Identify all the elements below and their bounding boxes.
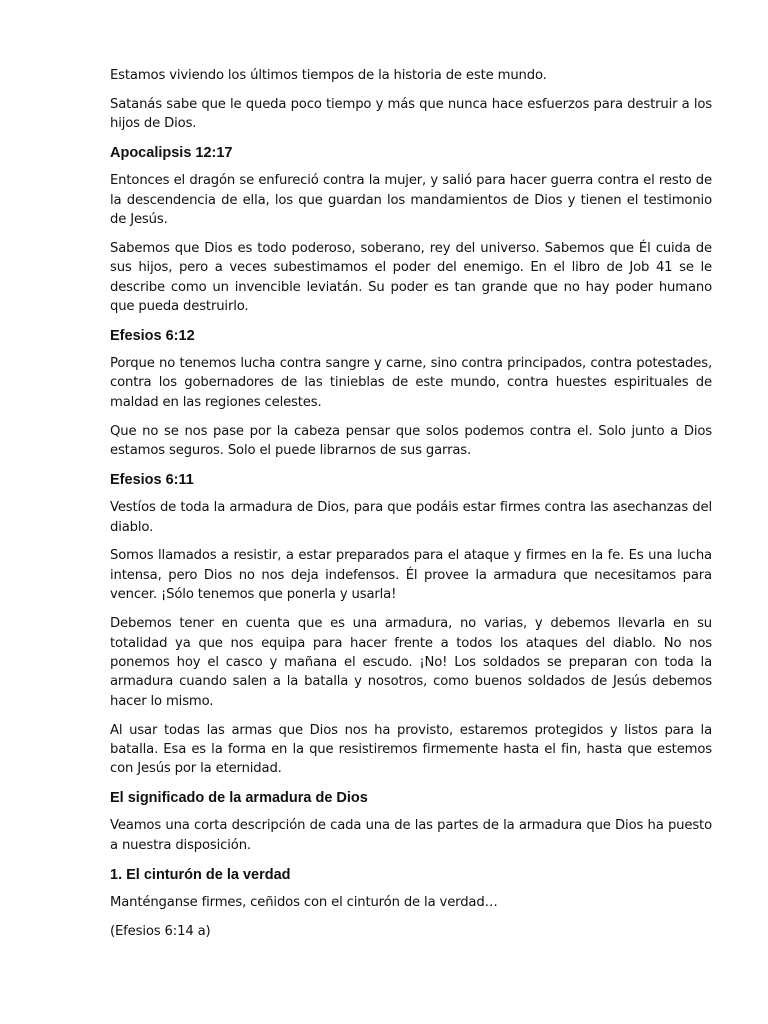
- section-heading: Efesios 6:11: [110, 472, 194, 489]
- paragraph: Porque no tenemos lucha contra sangre y carne, sino contra principados, contra potestades, contra los gobernadores de las tinieblas de este mundo, contra huestes espirituales de maldad en las regiones celestes.: [110, 356, 712, 410]
- section-heading: Efesios 6:12: [110, 328, 195, 345]
- section-heading: Apocalipsis 12:17: [110, 145, 233, 162]
- section-heading: 1. El cinturón de la verdad: [110, 866, 291, 883]
- paragraph: Que no se nos pase por la cabeza pensar que solos podemos contra el. Solo junto a Dios estamos seguros. Solo el puede librarnos de sus garras.: [110, 423, 712, 459]
- paragraph: Debemos tener en cuenta que es una armadura, no varias, y debemos llevarla en su totalidad ya que nos equipa para hacer frente a todos los ataques del diablo. No nos ponemos hoy el casco y mañana el escudo. ¡No! Los soldados se preparan con toda la armadura cuando salen a la batalla y nosotros, como buenos soldados de Jesús debemos hacer lo mismo.: [110, 616, 712, 709]
- paragraph: Veamos una corta descripción de cada una de las partes de la armadura que Dios ha puesto a nuestra disposición.: [110, 818, 712, 853]
- paragraph: Satanás sabe que le queda poco tiempo y más que nunca hace esfuerzos para destruir a los hijos de Dios.: [110, 96, 712, 132]
- paragraph: Manténganse firmes, ceñidos con el cinturón de la verdad…: [110, 894, 498, 910]
- paragraph: Sabemos que Dios es todo poderoso, soberano, rey del universo. Sabemos que Él cuida de sus hijos, pero a veces subestimamos el poder del enemigo. En el libro de Job 41 se le describe como un invencible leviatán. Su poder es tan grande que no hay poder humano que pueda destruirlo.: [110, 240, 712, 315]
- paragraph: Al usar todas las armas que Dios nos ha provisto, estaremos protegidos y listos para la batalla. Esa es la forma en la que resistiremos firmemente hasta el fin, hasta que estemos con Jesús por la eternidad.: [110, 722, 712, 777]
- section-heading: El significado de la armadura de Dios: [110, 790, 368, 807]
- paragraph: Estamos viviendo los últimos tiempos de la historia de este mundo.: [110, 68, 547, 83]
- paragraph: Vestíos de toda la armadura de Dios, para que podáis estar firmes contra las asechanzas del diablo.: [110, 500, 712, 535]
- citation: (Efesios 6:14 a): [110, 923, 211, 939]
- paragraph: Somos llamados a resistir, a estar preparados para el ataque y firmes en la fe. Es una lucha intensa, pero Dios no nos deja indefensos. Él provee la armadura que necesitamos para vencer. ¡Sólo tenemos que ponerla y usarla!: [110, 548, 712, 603]
- paragraph: Entonces el dragón se enfureció contra la mujer, y salió para hacer guerra contra el resto de la descendencia de ella, los que guardan los mandamientos de Dios y tienen el testimonio de Jesús.: [110, 173, 712, 228]
- document-page: [110, 66, 712, 951]
